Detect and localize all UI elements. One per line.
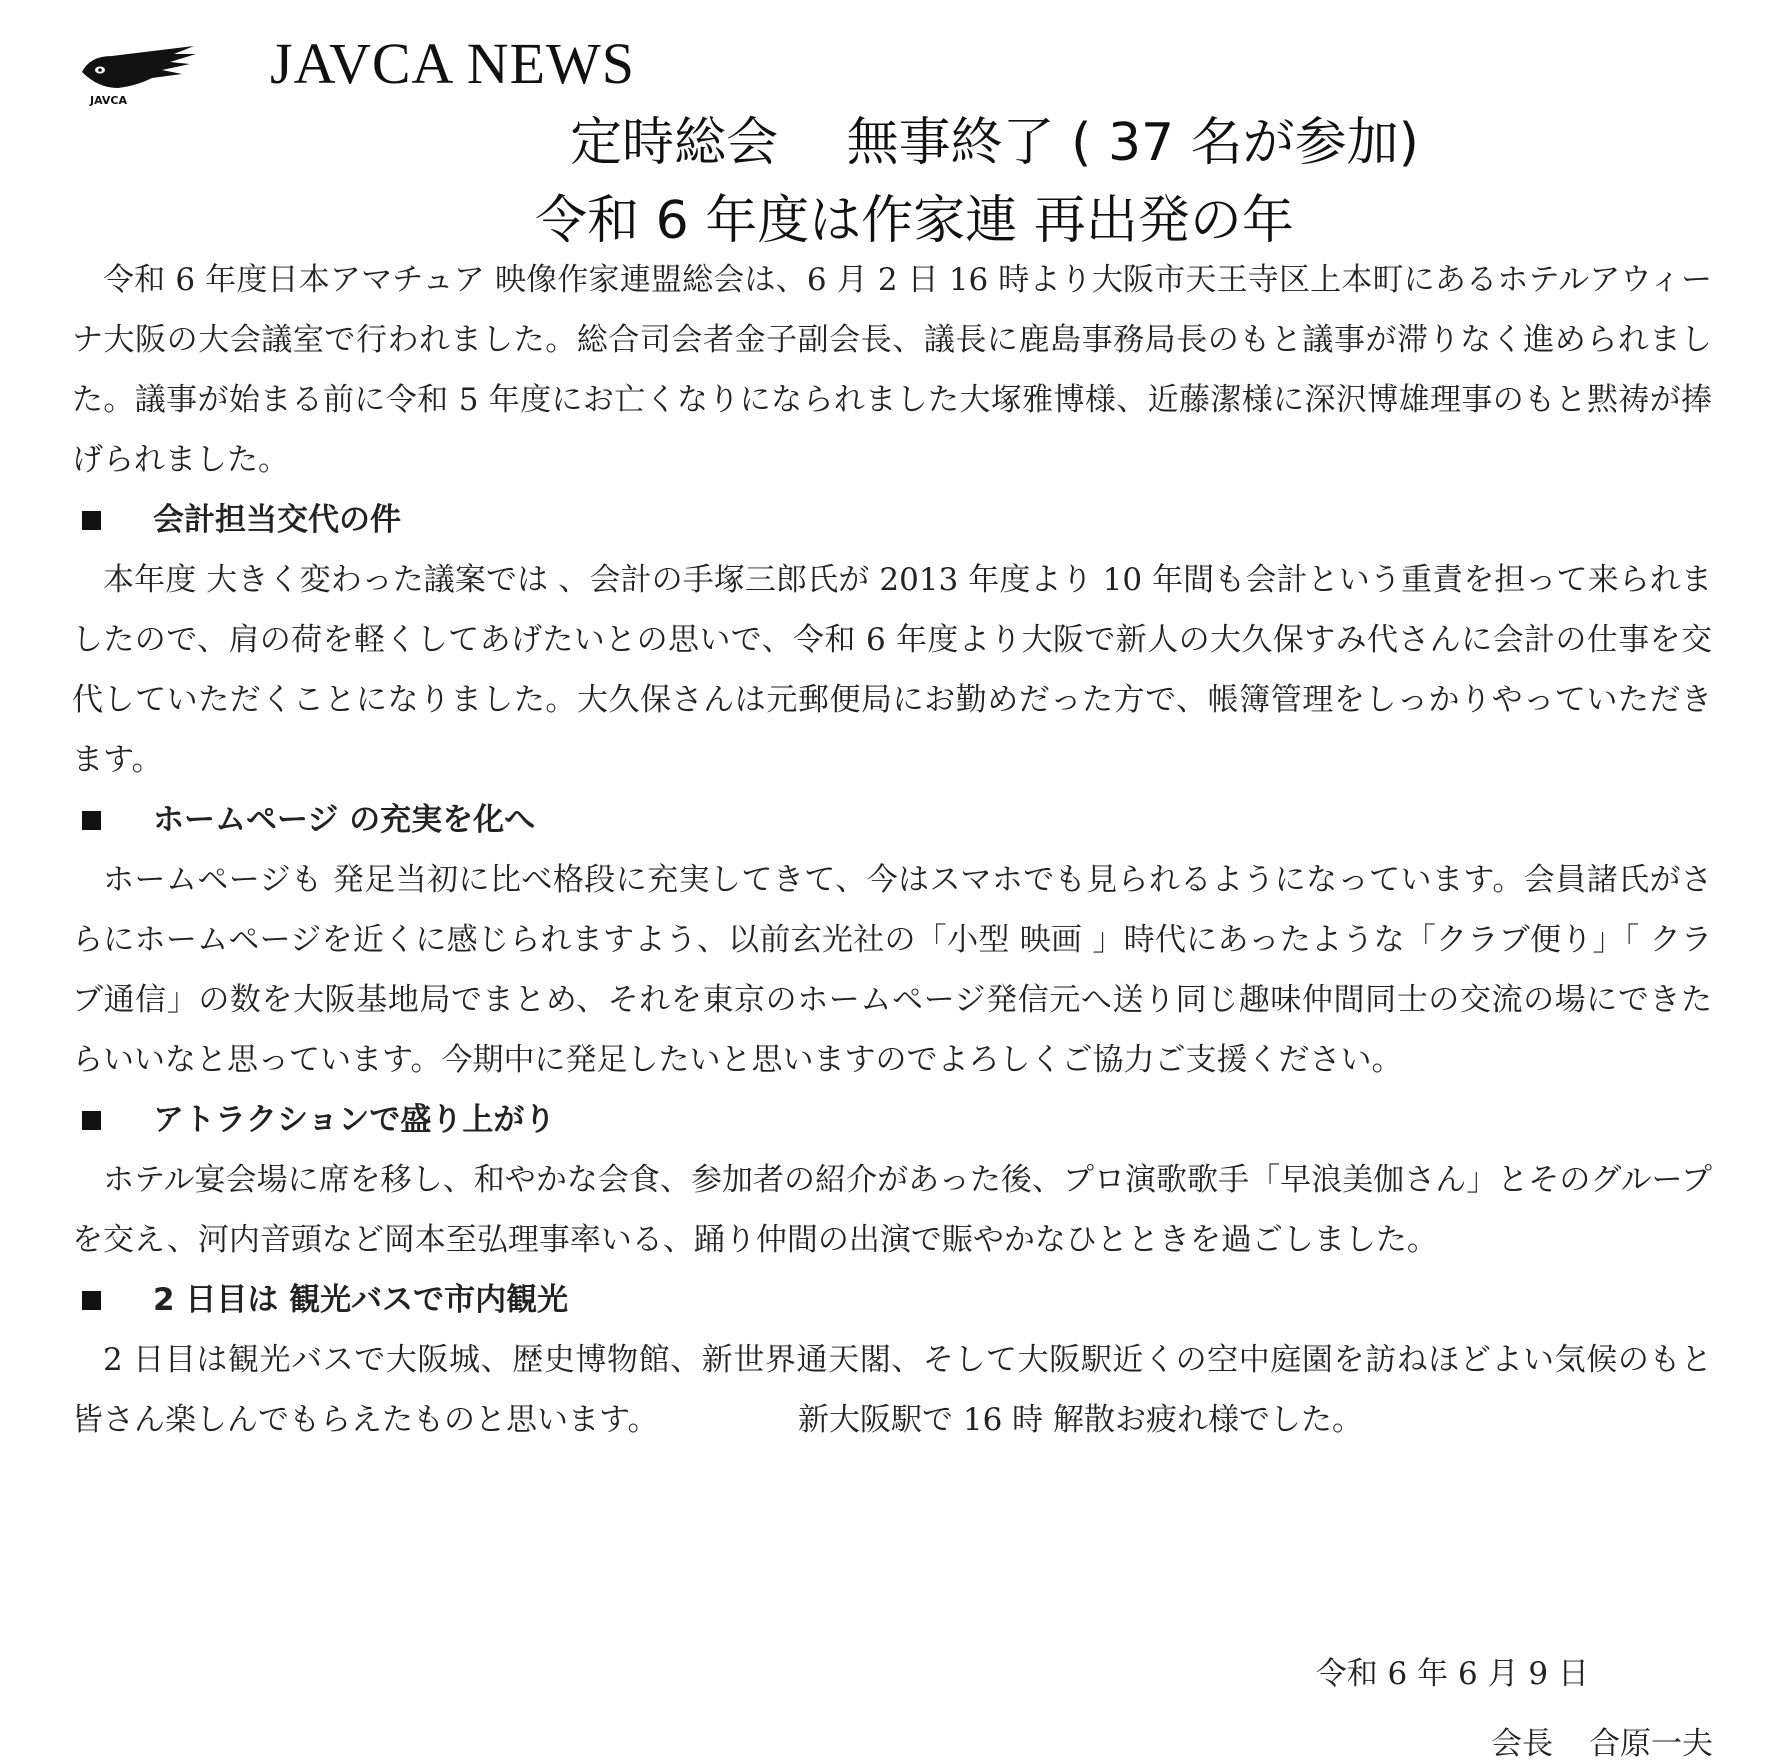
javca-logo — [78, 42, 196, 106]
article-body — [72, 250, 1712, 1450]
intro-paragraph: 令和 6 年度日本アマチュア 映像作家連盟総会は、6 月 2 日 16 時より大阪市天王寺区上本町にあるホテルアウィーナ大阪の大会議室で行われました。総合司会者金子副会長、議長に鹿島事務局長のもと議事が滞りなく進められました。議事が始まる前に令和 5 年度にお亡くなりになられました大塚雅博様、近藤潔様に深沢博雄理事のもと黙祷が捧げられました。 — [72, 262, 1712, 478]
issue-date: 令和 6 年 6 月 9 日 — [1315, 1656, 1589, 1692]
section-heading — [72, 490, 1712, 550]
javca-bird-logo-icon — [78, 42, 196, 106]
section-paragraph: ホテル宴会場に席を移し、和やかな会食、参加者の紹介があった後、プロ演歌歌手「早浪美伽さん」とそのグループを交え、河内音頭など岡本至弘理事率いる、踊り仲間の出演で賑やかなひとときを過ごしました。 — [72, 1162, 1712, 1258]
signature — [1491, 1718, 1713, 1763]
headline-primary: 定時総会 無事終了 ( 37 名が参加) — [570, 113, 1419, 173]
section-heading — [72, 1270, 1712, 1330]
section-heading-text: 会計担当交代の件 — [153, 502, 401, 538]
square-bullet-icon — [82, 511, 101, 530]
square-bullet-icon — [82, 1291, 101, 1310]
signature-name: 合原一夫 — [1589, 1726, 1713, 1762]
section-paragraph: 本年度 大きく変わった議案では 、会計の手塚三郎氏が 2013 年度より 10 年間も会計という重責を担って来られましたので、肩の荷を軽くしてあげたいとの思いで、令和 6 年度より大阪で新人の大久保すみ代さんに会計の仕事を交代していただくことになりました。大久保さんは元郵便局にお勤めだった方で、帳簿管理をしっかりやっていただきます。 — [72, 562, 1712, 778]
section-paragraph: 2 日目は観光バスで大阪城、歴史博物館、新世界通天閣、そして大阪駅近くの空中庭園を訪ねほどよい気候のもと 皆さん楽しんでもらえたものと思います。 新大阪駅で 16 時 解散お疲れ様でした。 — [72, 1342, 1712, 1438]
newsletter-title: JAVCA NEWS — [270, 31, 636, 96]
section-heading-text: ホームページ の充実を化へ — [153, 802, 536, 838]
logo-caption: JAVCA — [90, 94, 127, 106]
section-heading-text: 2 日目は 観光バスで市内観光 — [153, 1282, 569, 1318]
square-bullet-icon — [82, 1111, 101, 1130]
section-heading — [72, 1090, 1712, 1150]
section-heading — [72, 790, 1712, 850]
square-bullet-icon — [82, 811, 101, 830]
signature-role: 会長 — [1491, 1726, 1553, 1762]
section-paragraph: ホームページも 発足当初に比べ格段に充実してきて、今はスマホでも見られるようになっています。会員諸氏がさらにホームページを近くに感じられますよう、以前玄光社の「小型 映画 」時代にあったような「クラブ便り」「 クラブ通信」の数を大阪基地局でまとめ、それを東京のホームページ発信元へ送り同じ趣味仲間同士の交流の場にできたらいいなと思っています。今期中に発足したいと思いますのでよろしくご協力ご支援ください。 — [72, 862, 1712, 1078]
section-heading-text: アトラクションで盛り上がり — [153, 1102, 556, 1138]
headline-secondary: 令和 6 年度は作家連 再出発の年 — [535, 191, 1294, 251]
